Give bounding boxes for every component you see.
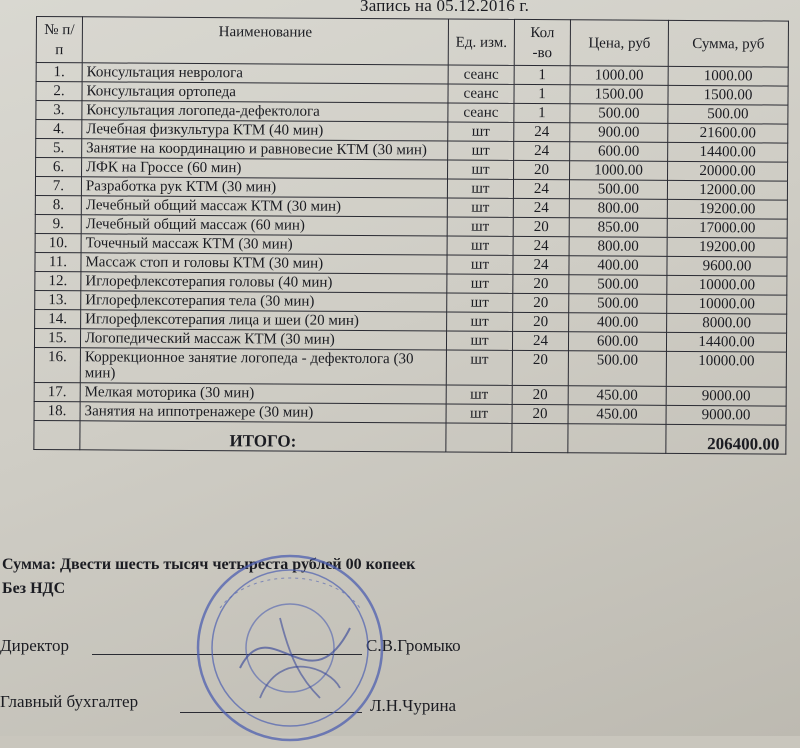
row-unit: шт [446, 350, 512, 385]
column-header-sum: Сумма, руб [668, 20, 788, 67]
row-sum: 1000.00 [668, 66, 788, 86]
row-number: 9. [35, 214, 81, 233]
row-price: 400.00 [569, 313, 667, 333]
row-unit: шт [447, 293, 513, 312]
row-sum: 10000.00 [666, 351, 786, 387]
vat-note: Без НДС [2, 580, 66, 597]
column-header-price: Цена, руб [570, 20, 668, 67]
row-unit: сеанс [448, 103, 514, 122]
row-number: 8. [35, 195, 81, 214]
row-price: 900.00 [570, 123, 668, 143]
row-price: 1000.00 [570, 66, 668, 86]
row-price: 800.00 [569, 237, 667, 257]
row-qty: 20 [512, 350, 568, 385]
row-price: 800.00 [569, 199, 667, 219]
row-qty: 24 [513, 236, 569, 255]
row-price: 600.00 [570, 142, 668, 162]
row-name: Консультация логопеда-дефектолога [82, 101, 448, 122]
row-qty: 1 [514, 84, 570, 103]
row-sum: 14400.00 [668, 142, 788, 162]
row-sum: 9600.00 [667, 256, 787, 276]
row-qty: 20 [513, 312, 569, 331]
total-empty-cell [512, 423, 568, 452]
row-sum: 10000.00 [667, 294, 787, 314]
total-empty-cell [34, 420, 80, 449]
row-unit: шт [448, 141, 514, 160]
table-body [34, 63, 788, 455]
row-number: 16. [34, 347, 80, 382]
row-unit: шт [446, 331, 512, 350]
row-name: Логопедический массаж КТМ (30 мин) [80, 329, 446, 350]
row-qty: 24 [513, 179, 569, 198]
row-name: Занятие на координацию и равновесие КТМ (30 мин) [82, 139, 448, 160]
total-empty-cell [446, 423, 512, 452]
table-row [34, 347, 786, 387]
row-qty: 24 [512, 331, 568, 350]
row-qty: 20 [514, 160, 570, 179]
document-title: Запись на 05.12.2016 г. [360, 0, 530, 15]
row-number: 12. [35, 271, 81, 290]
stamp-seal [180, 548, 400, 748]
row-price: 1500.00 [570, 85, 668, 105]
accountant-label: Главный бухгалтер [0, 692, 139, 711]
row-unit: шт [447, 312, 513, 331]
row-number: 7. [35, 177, 81, 196]
row-sum: 20000.00 [668, 161, 788, 181]
row-sum: 21600.00 [668, 123, 788, 143]
row-name: Лечебная физкультура КТМ (40 мин) [82, 120, 448, 141]
row-qty: 24 [513, 198, 569, 217]
column-header-number: № п/п [36, 17, 82, 63]
row-number: 4. [36, 120, 82, 139]
row-sum: 10000.00 [667, 275, 787, 295]
row-qty: 20 [512, 385, 568, 404]
row-qty: 24 [514, 122, 570, 141]
row-name: Иглорефлексотерапия головы (40 мин) [81, 272, 447, 293]
row-qty: 24 [513, 255, 569, 274]
director-name: С.В.Громыко [366, 636, 461, 655]
row-number: 15. [34, 328, 80, 347]
row-name: Точечный массаж КТМ (30 мин) [81, 234, 447, 255]
row-unit: шт [447, 217, 513, 236]
row-unit: шт [447, 198, 513, 217]
row-unit: сеанс [448, 65, 514, 84]
row-unit: сеанс [448, 84, 514, 103]
row-price: 500.00 [569, 180, 667, 200]
row-price: 400.00 [569, 256, 667, 276]
row-number: 1. [36, 63, 82, 82]
row-sum: 19200.00 [667, 237, 787, 257]
row-unit: шт [447, 255, 513, 274]
row-name: Коррекционное занятие логопеда - дефектолога (30 мин) [80, 348, 446, 385]
row-price: 450.00 [568, 386, 666, 406]
row-qty: 1 [514, 65, 570, 84]
director-label: Директор [0, 636, 69, 655]
row-sum: 12000.00 [667, 180, 787, 200]
row-name: Разработка рук КТМ (30 мин) [81, 177, 447, 198]
row-sum: 19200.00 [667, 199, 787, 219]
row-price: 1000.00 [570, 161, 668, 181]
row-sum: 1500.00 [668, 85, 788, 105]
row-name: Занятия на иппотренажере (30 мин) [80, 402, 446, 423]
row-sum: 17000.00 [667, 218, 787, 238]
row-qty: 20 [512, 404, 568, 423]
row-price: 600.00 [568, 332, 666, 352]
row-unit: шт [446, 385, 512, 404]
accountant-name: Л.Н.Чурина [370, 696, 457, 715]
row-name: Консультация невролога [82, 63, 448, 84]
row-name: Иглорефлексотерапия лица и шеи (20 мин) [81, 310, 447, 331]
column-header-name: Наименование [82, 17, 448, 65]
row-qty: 20 [513, 293, 569, 312]
row-number: 18. [34, 401, 80, 420]
row-sum: 8000.00 [667, 313, 787, 333]
row-price: 500.00 [569, 294, 667, 314]
row-unit: шт [448, 122, 514, 141]
row-number: 10. [35, 233, 81, 252]
row-unit: шт [448, 160, 514, 179]
total-empty-cell [568, 424, 666, 454]
row-price: 450.00 [568, 405, 666, 425]
row-qty: 24 [514, 141, 570, 160]
total-label: ИТОГО: [80, 421, 446, 452]
row-name: Лечебный общий массаж КТМ (30 мин) [81, 196, 447, 217]
row-price: 500.00 [569, 275, 667, 295]
row-name: Мелкая моторика (30 мин) [80, 383, 446, 404]
row-sum: 14400.00 [666, 332, 786, 352]
row-name: Иглорефлексотерапия тела (30 мин) [81, 291, 447, 312]
row-name: Лечебный общий массаж (60 мин) [81, 215, 447, 236]
amount-in-words: Сумма: Двести шесть тысяч четыреста рублей 00 копеек [2, 556, 416, 573]
row-unit: шт [447, 236, 513, 255]
row-name: ЛФК на Гроссе (60 мин) [82, 158, 448, 179]
row-sum: 9000.00 [666, 405, 786, 425]
total-row [34, 420, 786, 454]
column-header-qty: Кол -во [514, 19, 570, 65]
grand-total: 206400.00 [666, 424, 786, 454]
row-sum: 9000.00 [666, 386, 786, 406]
row-name: Массаж стоп и головы КТМ (30 мин) [81, 253, 447, 274]
row-number: 6. [36, 158, 82, 177]
row-qty: 20 [513, 217, 569, 236]
row-number: 13. [35, 290, 81, 309]
row-number: 14. [35, 309, 81, 328]
row-unit: шт [447, 274, 513, 293]
row-price: 500.00 [568, 351, 666, 387]
row-unit: шт [446, 404, 512, 423]
column-header-unit: Ед. изм. [448, 19, 514, 65]
row-number: 11. [35, 252, 81, 271]
row-name: Консультация ортопеда [82, 82, 448, 103]
row-price: 500.00 [570, 104, 668, 124]
row-price: 850.00 [569, 218, 667, 238]
row-number: 3. [36, 101, 82, 120]
row-qty: 20 [513, 274, 569, 293]
row-number: 17. [34, 382, 80, 401]
row-number: 5. [36, 139, 82, 158]
row-unit: шт [447, 179, 513, 198]
row-sum: 500.00 [668, 104, 788, 124]
services-table [33, 16, 789, 455]
row-number: 2. [36, 82, 82, 101]
row-qty: 1 [514, 103, 570, 122]
